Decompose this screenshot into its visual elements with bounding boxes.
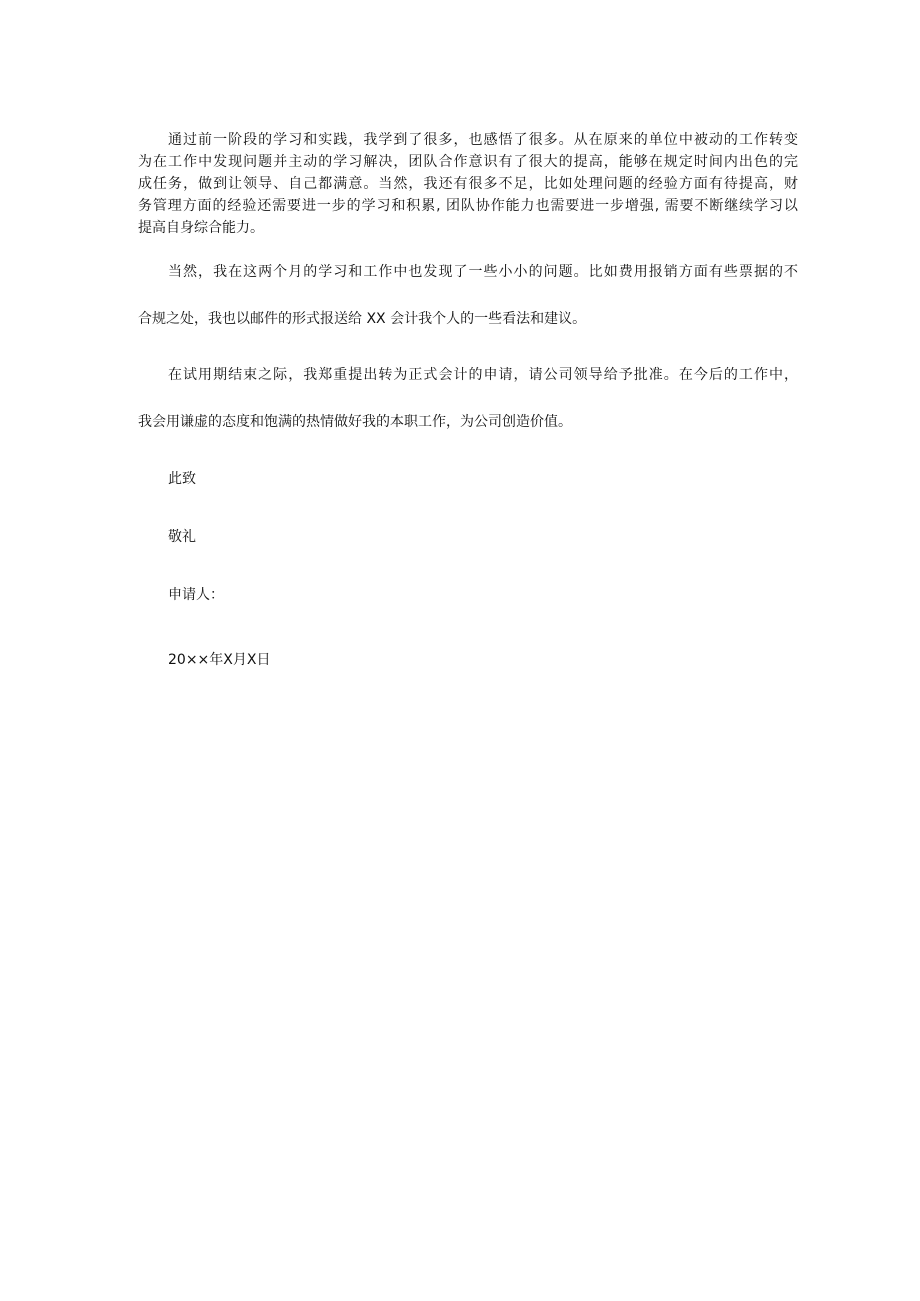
- date-line: 20××年X月X日: [168, 652, 271, 668]
- paragraph-1-line-3: 成任务，做到让领导、自己都满意。当然，我还有很多不足，比如处理问题的经验方面有待提高，财: [138, 176, 798, 192]
- applicant-label: 申请人：: [168, 587, 224, 603]
- paragraph-1-line-2: 为在工作中发现问题并主动的学习解决，团队合作意识有了很大的提高，能够在规定时间内出色的完: [138, 154, 798, 170]
- paragraph-3-line-1: 在试用期结束之际，我郑重提出转为正式会计的申请，请公司领导给予批准。在今后的工作中，: [168, 367, 798, 383]
- closing-regards: 敬礼: [168, 529, 196, 545]
- paragraph-1-line-4: 务管理方面的经验还需要进一步的学习和积累, 团队协作能力也需要进一步增强, 需要不断继续学习以: [138, 198, 798, 214]
- paragraph-2-line-1: 当然，我在这两个月的学习和工作中也发现了一些小小的问题。比如费用报销方面有些票据的不: [168, 264, 798, 280]
- paragraph-1-line-1: 通过前一阶段的学习和实践，我学到了很多，也感悟了很多。从在原来的单位中被动的工作转变: [168, 132, 798, 148]
- closing-salutation: 此致: [168, 471, 196, 487]
- paragraph-2-line-2: 合规之处，我也以邮件的形式报送给 XX 会计我个人的一些看法和建议。: [138, 311, 587, 327]
- paragraph-3-line-2: 我会用谦虚的态度和饱满的热情做好我的本职工作，为公司创造价值。: [138, 414, 572, 430]
- paragraph-1-line-5: 提高自身综合能力。: [138, 220, 264, 236]
